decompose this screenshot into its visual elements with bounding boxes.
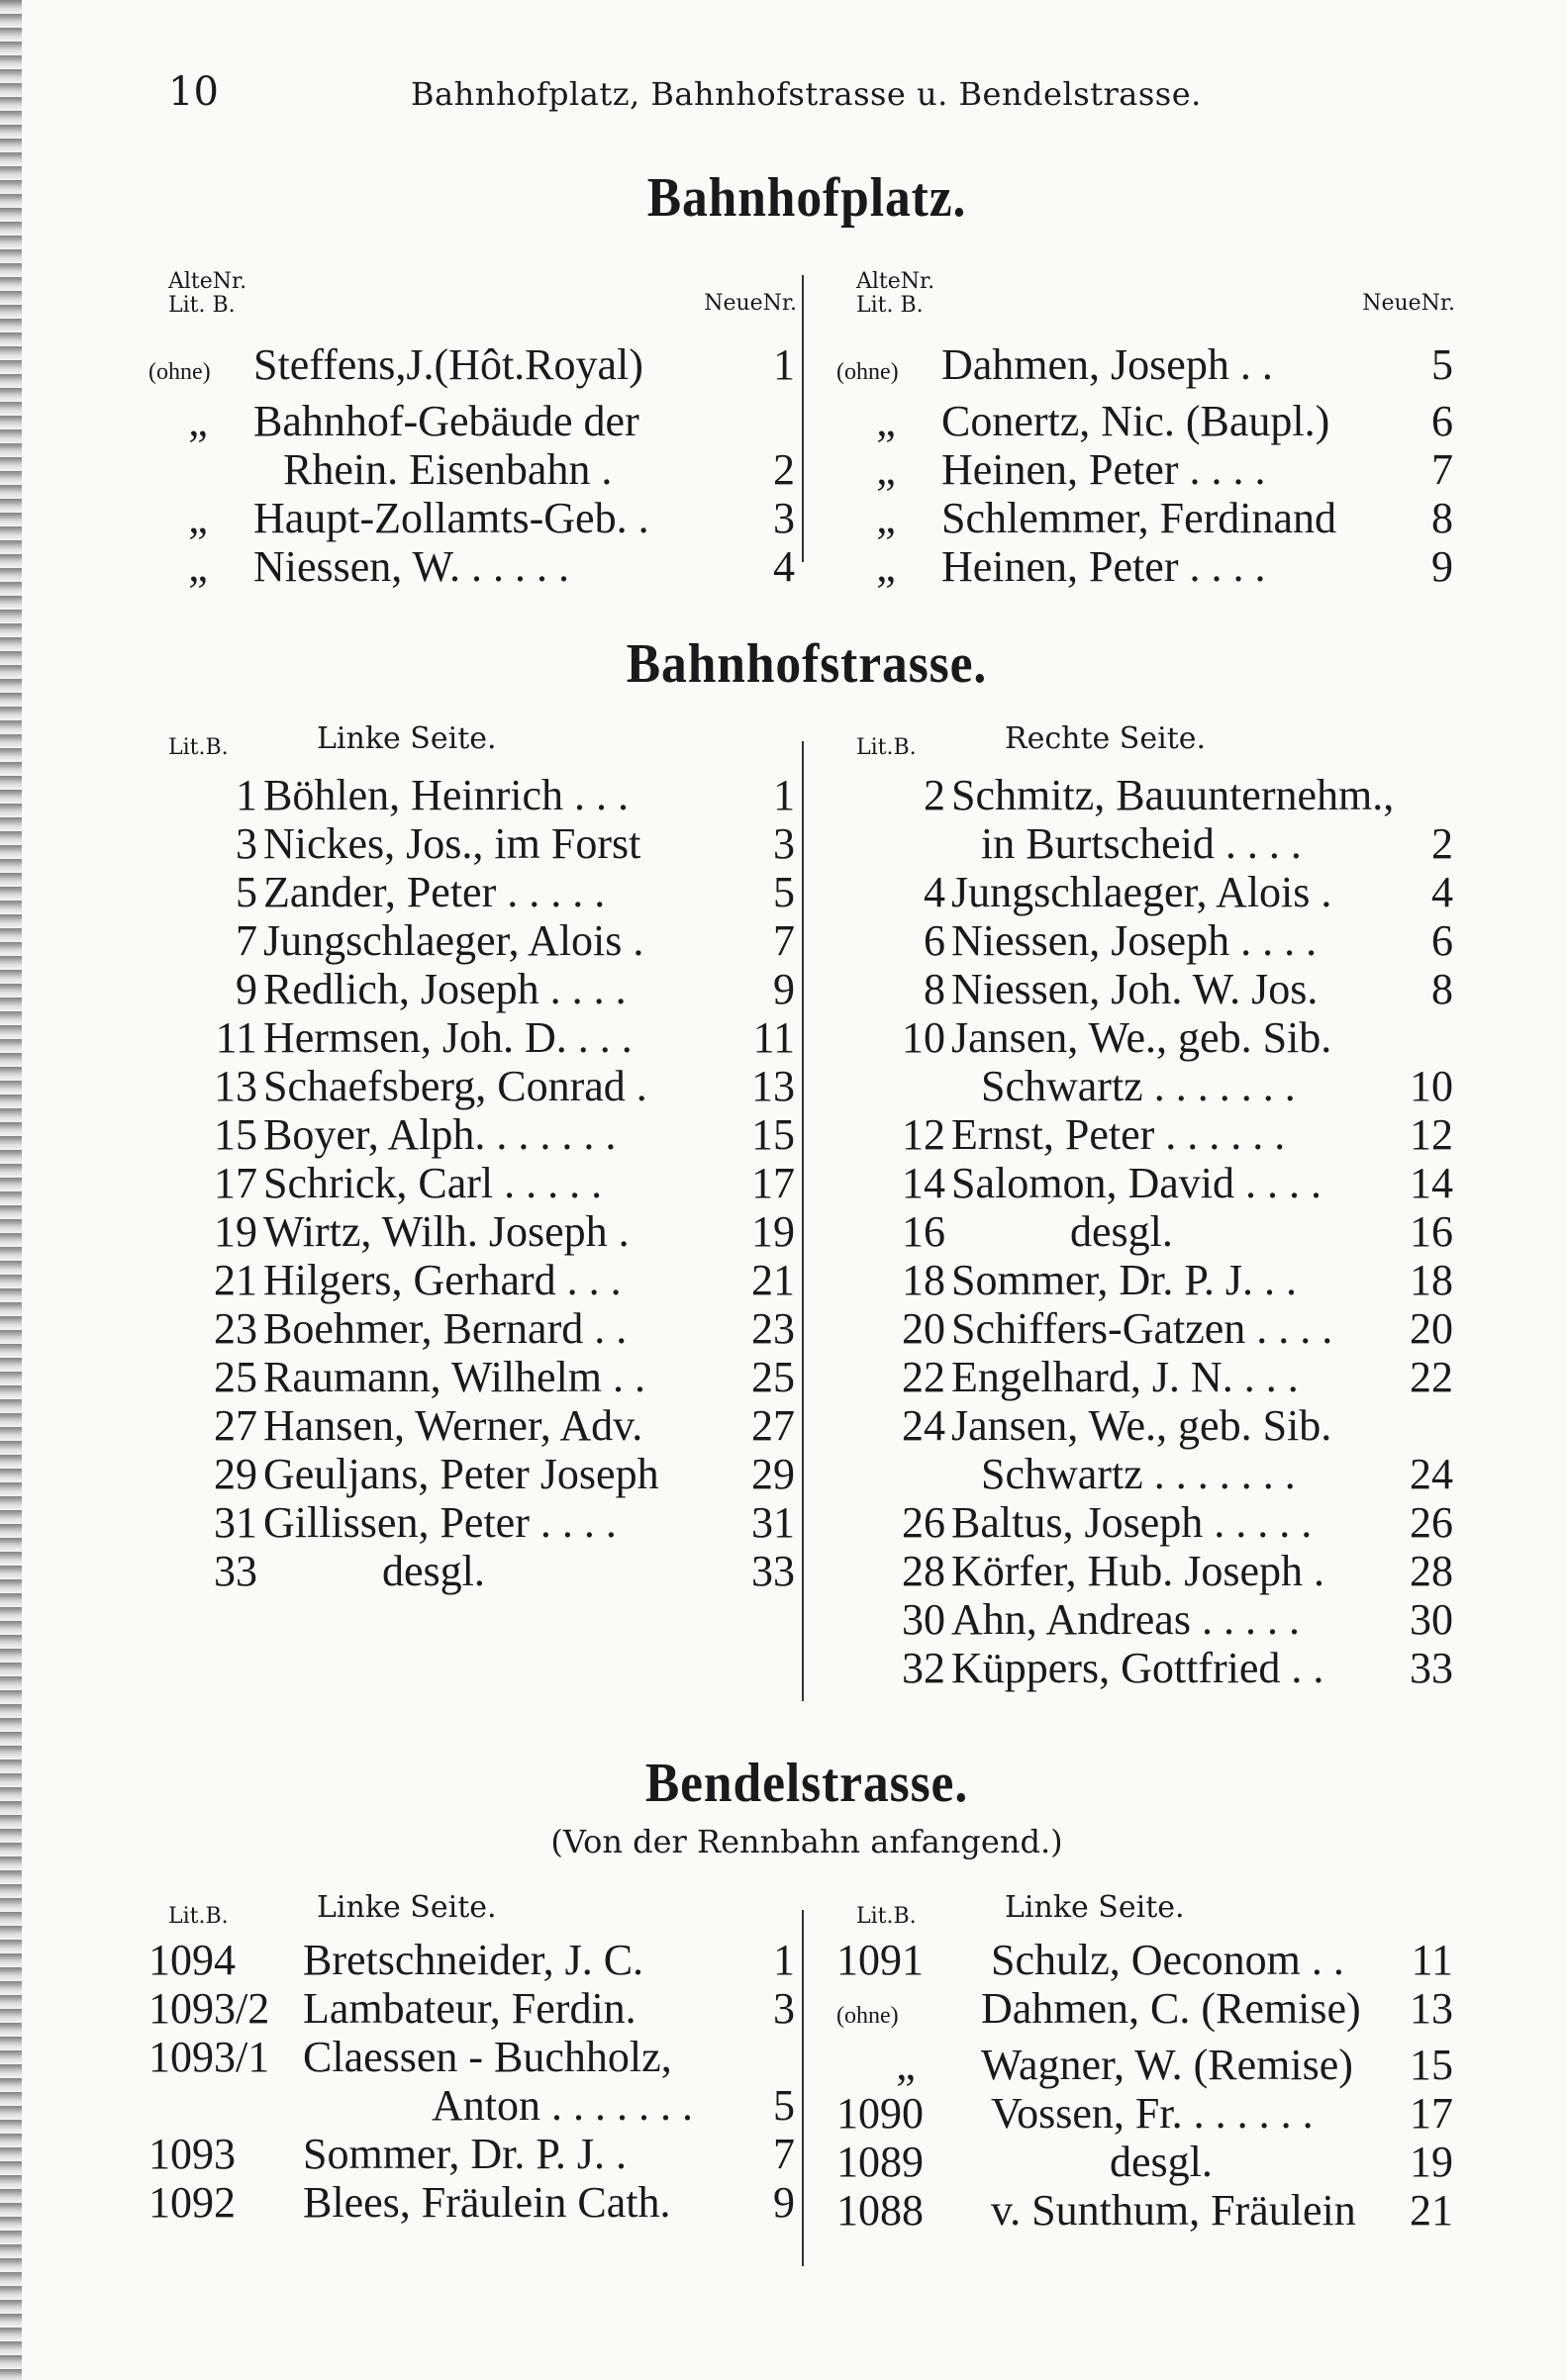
house-number: 10 [1410,1062,1453,1110]
house-number: 26 [1410,1498,1453,1547]
entry-row [148,2178,807,2227]
entry-row [836,1207,1465,1256]
entry-row [836,445,1465,494]
resident-name: Blees, Fräulein Cath. [303,2178,671,2227]
house-number: 28 [1410,1547,1453,1595]
lit-number: 27 [214,1401,257,1450]
running-header [148,69,1465,129]
resident-name: Bretschneider, J. C. [303,1936,644,1984]
entry-row [836,1498,1465,1547]
entry-row [148,494,807,542]
right-column [807,721,1465,1692]
running-head: Bahnhofplatz, Bahnhofstrasse u. Bendelstrasse. [411,75,1202,113]
entry-row [836,1062,1465,1110]
resident-name: Nickes, Jos., im Forst [263,819,641,868]
lit-number: „ [876,397,896,445]
resident-name: Bahnhof-Gebäude der [253,397,639,445]
lit-number: 1094 [148,1936,236,1984]
house-number: 5 [773,2081,795,2130]
left-column [148,1890,807,2235]
column-header [148,1890,807,1936]
entry-row [836,1401,1465,1450]
entry-row [148,965,807,1013]
entry-row [148,1062,807,1110]
entry-row [148,340,807,397]
lit-number: 11 [215,1013,257,1062]
entry-row [836,1304,1465,1353]
resident-name: Schlemmer, Ferdinand [941,494,1337,542]
house-number: 4 [773,542,795,591]
left-column [148,721,807,1692]
side-label: Linke Seite. [317,721,497,756]
entry-row [148,1401,807,1450]
side-label: Linke Seite. [317,1890,497,1925]
entry-row [148,397,807,445]
resident-name: Zander, Peter . . . . . [263,868,606,916]
lit-number: 1088 [836,2186,924,2235]
lit-b-label: Lit.B. [856,1904,917,1929]
resident-name: Sommer, Dr. P. J. . . [951,1256,1298,1304]
house-number: 24 [1410,1450,1453,1498]
entry-row [148,1110,807,1159]
house-number: 1 [773,340,795,389]
entry-row [836,1547,1465,1595]
lit-number: „ [188,542,208,591]
lit-number: 16 [902,1207,945,1256]
resident-name: Hansen, Werner, Adv. [263,1401,643,1450]
entry-row [836,340,1465,397]
resident-name: Geuljans, Peter Joseph [263,1450,659,1498]
lit-number: (ohne) [836,2003,899,2029]
resident-name: Böhlen, Heinrich . . . [263,771,630,819]
resident-name: Jungschlaeger, Alois . [951,868,1332,916]
lit-number: 1093 [148,2130,236,2178]
lit-number: „ [876,542,896,591]
house-number: 6 [1431,397,1453,445]
entry-row [148,1547,807,1595]
section-title: Bahnhofstrasse. [626,633,988,695]
lit-number: 1092 [148,2178,236,2227]
side-label: Linke Seite. [1005,1890,1185,1925]
resident-name: Engelhard, J. N. . . . [951,1353,1299,1401]
lit-number: 15 [214,1110,257,1159]
lit-number: 1093/2 [148,1984,270,2033]
lit-number: 1093/1 [148,2033,270,2081]
alte-nr-label: AlteNr. [168,269,247,294]
resident-name: Küppers, Gottfried . . [951,1644,1324,1692]
entry-row [148,868,807,916]
house-number: 27 [751,1401,795,1450]
resident-name: Sommer, Dr. P. J. . [303,2130,628,2178]
lit-number: 29 [214,1450,257,1498]
lit-number: 23 [214,1304,257,1353]
lit-number: 3 [236,819,257,868]
lit-number: „ [876,445,896,494]
lit-number: 33 [214,1547,257,1595]
resident-name: Vossen, Fr. . . . . . . [991,2089,1314,2138]
entry-row [836,542,1465,591]
column-header [148,721,807,771]
entry-row [148,2033,807,2081]
house-number: 9 [1431,542,1453,591]
lit-number: 26 [902,1498,945,1547]
entry-row [836,494,1465,542]
house-number: 11 [752,1013,795,1062]
entry-row [836,1110,1465,1159]
house-number: 16 [1410,1207,1453,1256]
resident-name: Lambateur, Ferdin. [303,1984,637,2033]
lit-number: 8 [924,965,945,1013]
column-header [836,721,1465,771]
lit-b-label: Lit.B. [856,735,917,760]
lit-number: „ [896,2041,916,2089]
entry-row [836,819,1465,868]
side-label: Rechte Seite. [1005,721,1207,756]
house-number: 19 [1410,2138,1453,2186]
house-number: 15 [751,1110,795,1159]
house-number: 15 [1410,2041,1453,2089]
section-title: Bahnhofplatz. [646,167,967,229]
lit-number: 19 [214,1207,257,1256]
entry-list [148,771,807,1595]
house-number: 17 [1410,2089,1453,2138]
entry-row [148,1984,807,2033]
resident-name: Körfer, Hub. Joseph . [951,1547,1325,1595]
entry-row [148,445,807,494]
resident-name: Wagner, W. (Remise) [981,2041,1353,2089]
resident-name: Salomon, David . . . . [951,1159,1322,1207]
entry-list [148,1936,807,2227]
lit-number: 18 [902,1256,945,1304]
house-number: 25 [751,1353,795,1401]
resident-name: Schulz, Oeconom . . [991,1936,1344,1984]
resident-name: Dahmen, Joseph . . [941,340,1273,389]
house-number: 8 [1431,494,1453,542]
resident-name: desgl. [382,1547,485,1595]
lit-b-label: Lit.B. [168,1904,229,1929]
resident-name: Ahn, Andreas . . . . . [951,1595,1300,1644]
resident-name: Boyer, Alph. . . . . . . [263,1110,617,1159]
house-number: 30 [1410,1595,1453,1644]
lit-number: 25 [214,1353,257,1401]
resident-name: Gillissen, Peter . . . . [263,1498,617,1547]
entry-row [148,1207,807,1256]
resident-name: Anton . . . . . . . [432,2081,693,2130]
resident-name: Steffens,J.(Hôt.Royal) [253,340,643,389]
lit-number: 13 [214,1062,257,1110]
entry-row [148,542,807,591]
entry-row [836,2186,1465,2235]
entry-row [148,1936,807,1984]
section-bendelstrasse [148,1752,1465,2235]
house-number: 17 [751,1159,795,1207]
resident-name: v. Sunthum, Fräulein [991,2186,1356,2235]
entry-list [836,1936,1465,2235]
resident-name: Rhein. Eisenbahn . [283,445,613,494]
house-number: 14 [1410,1159,1453,1207]
lit-number: 1090 [836,2089,924,2138]
lit-b-label: Lit. B. [856,293,924,318]
house-number: 1 [773,1936,795,1984]
lit-number: 31 [214,1498,257,1547]
entry-row [148,1256,807,1304]
entry-row [148,1304,807,1353]
lit-number: 1089 [836,2138,924,2186]
entry-row [836,1595,1465,1644]
resident-name: Schaefsberg, Conrad . [263,1062,647,1110]
resident-name: Wirtz, Wilh. Joseph . [263,1207,630,1256]
lit-number: 6 [924,916,945,965]
lit-number: 1091 [836,1936,924,1984]
house-number: 5 [773,868,795,916]
entry-row [836,771,1465,819]
entry-list [148,340,807,591]
resident-name: Hermsen, Joh. D. . . . [263,1013,633,1062]
house-number: 1 [773,771,795,819]
column-header [836,1890,1465,1936]
lit-number: 14 [902,1159,945,1207]
entry-row [836,1936,1465,1984]
lit-number: 30 [902,1595,945,1644]
house-number: 33 [751,1547,795,1595]
lit-number: 21 [214,1256,257,1304]
resident-name: Jansen, We., geb. Sib. [951,1013,1332,1062]
entry-row [148,916,807,965]
entry-row [148,819,807,868]
house-number: 6 [1431,916,1453,965]
entry-row [836,965,1465,1013]
lit-number: 20 [902,1304,945,1353]
house-number: 2 [1431,819,1453,868]
entry-row [148,1450,807,1498]
lit-number: 12 [902,1110,945,1159]
lit-number: (ohne) [148,359,211,385]
resident-name: desgl. [1070,1207,1173,1256]
resident-name: Jungschlaeger, Alois . [263,916,644,965]
resident-name: Heinen, Peter . . . . [941,445,1266,494]
lit-number: 28 [902,1547,945,1595]
lit-number: 32 [902,1644,945,1692]
house-number: 7 [773,2130,795,2178]
right-column [807,269,1465,591]
lit-number: 2 [924,771,945,819]
house-number: 13 [1410,1984,1453,2033]
house-number: 4 [1431,868,1453,916]
resident-name: Claessen - Buchholz, [303,2033,672,2081]
resident-name: Baltus, Joseph . . . . . [951,1498,1313,1547]
house-number: 3 [773,1984,795,2033]
left-column [148,269,807,591]
resident-name: Boehmer, Bernard . . [263,1304,628,1353]
entry-row [836,1353,1465,1401]
scan-edge [0,0,22,2380]
resident-name: Schrick, Carl . . . . . [263,1159,603,1207]
entry-row [148,1013,807,1062]
lit-b-label: Lit.B. [168,735,229,760]
entry-row [836,1159,1465,1207]
entry-row [148,1353,807,1401]
lit-number: „ [876,494,896,542]
house-number: 18 [1410,1256,1453,1304]
resident-name: Niessen, W. . . . . . [253,542,569,591]
house-number: 12 [1410,1110,1453,1159]
page-number: 10 [168,69,219,115]
resident-name: Redlich, Joseph . . . . [263,965,627,1013]
lit-number: 1 [236,771,257,819]
house-number: 33 [1410,1644,1453,1692]
lit-number: 24 [902,1401,945,1450]
house-number: 23 [751,1304,795,1353]
column-header [836,269,1465,340]
house-number: 7 [773,916,795,965]
entry-row [148,771,807,819]
entry-row [836,2089,1465,2138]
resident-name: Schwartz . . . . . . . [981,1062,1296,1110]
house-number: 7 [1431,445,1453,494]
section-subtitle: (Von der Rennbahn anfangend.) [550,1823,1063,1860]
entry-list [836,771,1465,1692]
entry-row [148,2081,807,2130]
resident-name: Ernst, Peter . . . . . . [951,1110,1286,1159]
column-header [148,269,807,340]
resident-name: Schiffers-Gatzen . . . . [951,1304,1333,1353]
house-number: 31 [751,1498,795,1547]
lit-number: 5 [236,868,257,916]
entry-row [148,2130,807,2178]
entry-row [836,1013,1465,1062]
lit-number: (ohne) [836,359,899,385]
entry-row [836,1256,1465,1304]
page [148,69,1465,2235]
alte-nr-label: AlteNr. [856,269,935,294]
resident-name: Niessen, Joh. W. Jos. [951,965,1319,1013]
section-title: Bendelstrasse. [644,1753,969,1814]
lit-number: 4 [924,868,945,916]
resident-name: Heinen, Peter . . . . [941,542,1266,591]
entry-row [836,1450,1465,1498]
section-bahnhofplatz [148,166,1465,591]
house-number: 8 [1431,965,1453,1013]
resident-name: desgl. [1110,2138,1213,2186]
right-column [807,1890,1465,2235]
lit-number: 7 [236,916,257,965]
house-number: 21 [1410,2186,1453,2235]
house-number: 29 [751,1450,795,1498]
entry-row [836,1984,1465,2041]
lit-number: 9 [236,965,257,1013]
entry-row [836,2138,1465,2186]
house-number: 3 [773,494,795,542]
resident-name: Niessen, Joseph . . . . [951,916,1318,965]
house-number: 20 [1410,1304,1453,1353]
house-number: 3 [773,819,795,868]
house-number: 21 [751,1256,795,1304]
lit-number: 10 [902,1013,945,1062]
house-number: 9 [773,965,795,1013]
resident-name: Schwartz . . . . . . . [981,1450,1296,1498]
house-number: 11 [1411,1936,1453,1984]
house-number: 22 [1410,1353,1453,1401]
resident-name: Haupt-Zollamts-Geb. . [253,494,649,542]
resident-name: Jansen, We., geb. Sib. [951,1401,1332,1450]
entry-row [836,916,1465,965]
resident-name: Conertz, Nic. (Baupl.) [941,397,1330,445]
resident-name: Dahmen, C. (Remise) [981,1984,1361,2033]
resident-name: Raumann, Wilhelm . . [263,1353,646,1401]
section-bahnhofstrasse [148,632,1465,1692]
house-number: 5 [1431,340,1453,389]
lit-number: „ [188,494,208,542]
entry-row [836,868,1465,916]
house-number: 13 [751,1062,795,1110]
neue-nr-label: NeueNr. [1362,291,1455,316]
entry-list [836,340,1465,591]
entry-row [148,1159,807,1207]
resident-name: Hilgers, Gerhard . . . [263,1256,622,1304]
neue-nr-label: NeueNr. [704,291,797,316]
entry-row [148,1498,807,1547]
lit-b-label: Lit. B. [168,293,236,318]
lit-number: 22 [902,1353,945,1401]
lit-number: 17 [214,1159,257,1207]
resident-name: Schmitz, Bauunternehm., [951,771,1394,819]
resident-name: in Burtscheid . . . . [981,819,1302,868]
entry-row [836,1644,1465,1692]
house-number: 9 [773,2178,795,2227]
lit-number: „ [188,397,208,445]
house-number: 2 [773,445,795,494]
entry-row [836,2041,1465,2089]
entry-row [836,397,1465,445]
house-number: 19 [751,1207,795,1256]
